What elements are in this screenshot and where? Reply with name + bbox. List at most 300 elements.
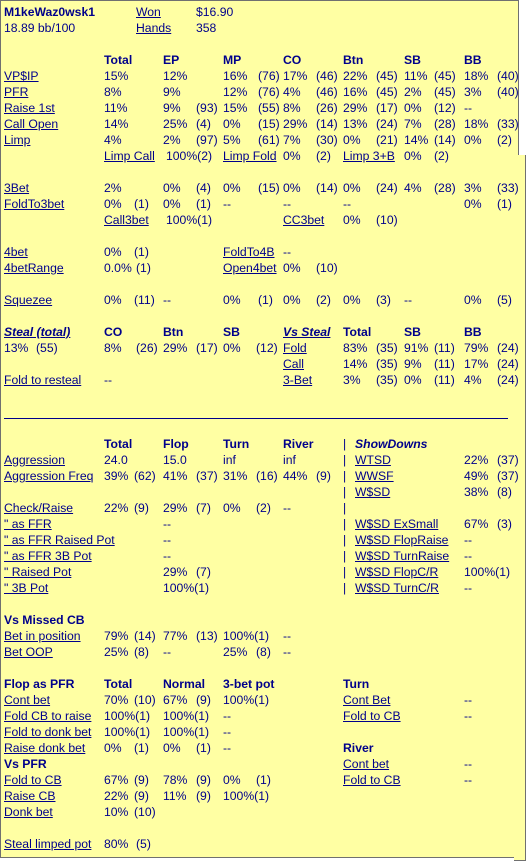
stat-value: -- bbox=[163, 645, 172, 659]
stat-value: (11) bbox=[434, 373, 455, 387]
stat-label[interactable]: VP$IP bbox=[4, 69, 39, 83]
stat-label[interactable]: Raise CB bbox=[4, 789, 56, 803]
stat-value: (76) bbox=[258, 85, 280, 99]
stat-value: 22% bbox=[104, 501, 129, 515]
stat-value: 0% bbox=[464, 293, 482, 307]
stat-value: -- bbox=[464, 101, 473, 115]
stat-value: 8% bbox=[104, 85, 122, 99]
stat-value: 2% bbox=[404, 85, 422, 99]
stat-value: (45) bbox=[434, 85, 456, 99]
stat-value: (45) bbox=[376, 85, 398, 99]
column-header: Total bbox=[104, 53, 133, 67]
column-separator: | bbox=[343, 581, 347, 595]
stat-value: (26) bbox=[316, 101, 338, 115]
stat-label[interactable]: W$SD FlopRaise bbox=[355, 533, 449, 547]
stat-value: 79% bbox=[464, 341, 489, 355]
stat-label[interactable]: W$SD TurnC/R bbox=[355, 581, 439, 595]
stat-value: 100%(1) bbox=[223, 789, 270, 803]
stat-value: -- bbox=[223, 725, 232, 739]
stat-value: 8% bbox=[104, 341, 122, 355]
stat-label[interactable]: Fold to CB bbox=[4, 773, 62, 787]
stat-value: 11% bbox=[404, 69, 428, 83]
stat-value: 3% bbox=[343, 373, 361, 387]
column-separator: | bbox=[343, 469, 347, 483]
stat-value: 91% bbox=[404, 341, 429, 355]
stat-value: 67% bbox=[464, 517, 489, 531]
stat-value: -- bbox=[163, 549, 172, 563]
stat-value: (45) bbox=[434, 69, 456, 83]
column-header: Total bbox=[104, 677, 133, 691]
stat-value: (37) bbox=[497, 469, 519, 483]
stat-value: 10% bbox=[104, 805, 129, 819]
stat-value: (46) bbox=[316, 69, 338, 83]
flop-as-pfr-title: Flop as PFR bbox=[4, 677, 75, 691]
stat-label[interactable]: " as FFR bbox=[4, 517, 52, 531]
stat-value: 67% bbox=[104, 773, 129, 787]
stat-value: 13% bbox=[343, 117, 368, 131]
stat-value: 0% bbox=[223, 293, 241, 307]
column-header: Normal bbox=[163, 677, 205, 691]
stat-value: 100%(1) bbox=[223, 629, 270, 643]
stat-value: 25% bbox=[163, 117, 188, 131]
stat-value: (17) bbox=[376, 101, 398, 115]
stat-value: 0% bbox=[104, 245, 122, 259]
stat-value: 22% bbox=[104, 789, 129, 803]
stat-value: 25% bbox=[223, 645, 248, 659]
stat-label[interactable]: WTSD bbox=[355, 453, 391, 467]
stat-label[interactable]: 4betRange bbox=[4, 261, 64, 275]
stat-value: 29% bbox=[283, 117, 308, 131]
stat-value: (40) bbox=[497, 69, 519, 83]
stat-value: (1) bbox=[134, 197, 149, 211]
stat-value: (28) bbox=[434, 117, 456, 131]
column-header: EP bbox=[163, 53, 180, 67]
stat-label[interactable]: Limp bbox=[4, 133, 31, 147]
stat-value: (8) bbox=[134, 645, 149, 659]
stat-value: (3) bbox=[497, 517, 512, 531]
stat-label[interactable]: Aggression bbox=[4, 453, 65, 467]
stat-value: -- bbox=[464, 581, 473, 595]
stat-value: (5) bbox=[497, 293, 512, 307]
stat-value: 29% bbox=[163, 565, 188, 579]
stat-value: (33) bbox=[497, 181, 519, 195]
river-title: River bbox=[343, 741, 374, 755]
stat-value: 100%(1) bbox=[166, 213, 213, 227]
player-name: M1keWaz0wsk1 bbox=[4, 5, 96, 19]
stat-value: 0% bbox=[104, 197, 122, 211]
stat-value: (76) bbox=[258, 69, 280, 83]
stat-label[interactable]: " as FFR 3B Pot bbox=[4, 549, 92, 563]
vs-missed-cb-title: Vs Missed CB bbox=[4, 613, 85, 627]
stat-label[interactable]: PFR bbox=[4, 85, 29, 99]
column-separator: | bbox=[343, 565, 347, 579]
stat-value: (1) bbox=[497, 197, 512, 211]
column-header: Total bbox=[104, 437, 133, 451]
column-separator: | bbox=[343, 517, 347, 531]
stat-value: (26) bbox=[136, 341, 158, 355]
stat-label[interactable]: Limp Call bbox=[104, 149, 155, 163]
stat-value: 4% bbox=[464, 373, 482, 387]
stat-label[interactable]: Fold to CB bbox=[343, 773, 401, 787]
column-separator: | bbox=[343, 533, 347, 547]
stat-value: -- bbox=[464, 709, 473, 723]
stat-value: (14) bbox=[316, 117, 338, 131]
turn-title: Turn bbox=[343, 677, 370, 691]
stat-value: (9) bbox=[196, 773, 211, 787]
stat-value: (17) bbox=[196, 341, 218, 355]
stat-value: 16% bbox=[223, 69, 248, 83]
stat-value: (12) bbox=[434, 101, 456, 115]
stat-value: (10) bbox=[316, 261, 338, 275]
stat-value: 17% bbox=[283, 69, 308, 83]
won-value: $16.90 bbox=[196, 5, 234, 19]
stat-value: (1) bbox=[134, 741, 149, 755]
stat-label[interactable]: Squezee bbox=[4, 293, 53, 307]
stat-value: 11% bbox=[104, 101, 128, 115]
stat-label[interactable]: W$SD FlopC/R bbox=[355, 565, 439, 579]
stat-value: (11) bbox=[434, 357, 455, 371]
stat-value: 0% bbox=[223, 341, 241, 355]
stat-value: (93) bbox=[196, 101, 218, 115]
stat-value: 5% bbox=[223, 133, 241, 147]
stat-label[interactable]: Cont bet bbox=[4, 693, 51, 707]
stat-value: (9) bbox=[196, 789, 211, 803]
stat-value: 9% bbox=[404, 357, 422, 371]
stat-value: 80% bbox=[104, 837, 129, 851]
column-header: SB bbox=[404, 325, 421, 339]
stat-value: 100%(2) bbox=[166, 149, 213, 163]
stat-value: (12) bbox=[256, 341, 278, 355]
stat-value: 29% bbox=[343, 101, 368, 115]
stat-value: (16) bbox=[256, 469, 278, 483]
stat-value: -- bbox=[223, 741, 232, 755]
stat-label[interactable]: FoldTo4B bbox=[223, 245, 275, 259]
stat-value: -- bbox=[163, 517, 172, 531]
stat-value: (33) bbox=[497, 117, 519, 131]
stat-label[interactable]: Bet OOP bbox=[4, 645, 53, 659]
stat-label[interactable]: Bet in position bbox=[4, 629, 81, 643]
stat-value: -- bbox=[404, 293, 413, 307]
stat-value: (97) bbox=[196, 133, 218, 147]
stat-value: 7% bbox=[283, 133, 301, 147]
stat-value: 0% bbox=[343, 213, 361, 227]
vs-steal-title[interactable]: Vs Steal bbox=[283, 325, 331, 339]
stat-value: -- bbox=[283, 197, 292, 211]
stat-value: (1) bbox=[256, 773, 271, 787]
stat-value: (9) bbox=[134, 789, 149, 803]
stat-value: (61) bbox=[258, 133, 280, 147]
stat-value: (9) bbox=[134, 773, 149, 787]
stat-value: 7% bbox=[404, 117, 422, 131]
stat-value: (35) bbox=[376, 341, 398, 355]
stat-label[interactable]: 3-Bet bbox=[283, 373, 313, 387]
stat-label[interactable]: Fold CB to raise bbox=[4, 709, 92, 723]
stat-value: 0% bbox=[163, 741, 181, 755]
stat-value: 4% bbox=[104, 133, 122, 147]
stat-label[interactable]: Fold to donk bet bbox=[4, 725, 92, 739]
stat-value: (1) bbox=[196, 741, 211, 755]
stat-label[interactable]: " Raised Pot bbox=[4, 565, 72, 579]
stat-value: -- bbox=[464, 549, 473, 563]
stat-value: 31% bbox=[223, 469, 248, 483]
stat-value: (9) bbox=[134, 501, 149, 515]
stat-value: (7) bbox=[196, 501, 211, 515]
column-header: Btn bbox=[343, 53, 364, 67]
stat-value: (37) bbox=[196, 469, 218, 483]
stat-value: 100%(1) bbox=[464, 565, 511, 579]
stat-value: 0% bbox=[343, 133, 361, 147]
won-label[interactable]: Won bbox=[136, 5, 161, 19]
stat-value: (2) bbox=[316, 293, 331, 307]
stat-label[interactable]: Limp 3+B bbox=[343, 149, 395, 163]
stat-value: 4% bbox=[404, 181, 422, 195]
stat-value: 16% bbox=[343, 85, 368, 99]
stat-value: -- bbox=[104, 373, 113, 387]
column-separator: | bbox=[343, 549, 347, 563]
stat-value: 14% bbox=[404, 133, 429, 147]
column-header: River bbox=[283, 437, 314, 451]
stat-value: -- bbox=[283, 629, 292, 643]
stat-value: (14) bbox=[134, 629, 156, 643]
stat-value: 18% bbox=[464, 69, 489, 83]
stat-value: 15% bbox=[104, 69, 129, 83]
stat-value: 8% bbox=[283, 101, 301, 115]
column-separator: | bbox=[343, 501, 347, 515]
column-header: 3-bet pot bbox=[223, 677, 275, 691]
stat-value: (45) bbox=[376, 69, 398, 83]
stat-value: (2) bbox=[256, 501, 271, 515]
stat-value: (4) bbox=[196, 117, 211, 131]
stat-value: 0% bbox=[404, 101, 422, 115]
vs-pfr-title: Vs PFR bbox=[4, 757, 47, 771]
stat-value: (14) bbox=[316, 181, 338, 195]
stat-value: (30) bbox=[316, 133, 338, 147]
stat-value: 29% bbox=[163, 341, 188, 355]
stat-value: 9% bbox=[163, 85, 181, 99]
stat-value: (1) bbox=[134, 245, 149, 259]
stat-value: inf bbox=[283, 453, 296, 467]
stat-label[interactable]: Cont bet bbox=[343, 757, 390, 771]
bb-per-100: 18.89 bb/100 bbox=[4, 21, 76, 35]
stat-value: (8) bbox=[256, 645, 271, 659]
stat-label[interactable]: Check/Raise bbox=[4, 501, 74, 515]
stat-value: (46) bbox=[316, 85, 338, 99]
stat-value: (2) bbox=[497, 133, 512, 147]
stat-value: 41% bbox=[163, 469, 188, 483]
stat-label[interactable]: " 3B Pot bbox=[4, 581, 49, 595]
stat-value: 17% bbox=[464, 357, 489, 371]
stat-value: 100%(1) bbox=[163, 709, 210, 723]
stat-label[interactable]: 3Bet bbox=[4, 181, 30, 195]
column-header: Turn bbox=[223, 437, 250, 451]
stat-value: 24.0 bbox=[104, 453, 128, 467]
stat-value: (21) bbox=[376, 133, 398, 147]
stat-value: (1) bbox=[196, 197, 211, 211]
stat-value: 0% bbox=[404, 149, 422, 163]
stat-value: 100%(1) bbox=[223, 693, 270, 707]
stat-value: (24) bbox=[376, 117, 398, 131]
stat-value: -- bbox=[464, 773, 473, 787]
stat-value: (10) bbox=[134, 693, 156, 707]
stat-value: (10) bbox=[134, 805, 156, 819]
stat-value: -- bbox=[343, 197, 352, 211]
stat-value: 15.0 bbox=[163, 453, 187, 467]
stat-label[interactable]: Donk bet bbox=[4, 805, 53, 819]
column-header: Btn bbox=[163, 325, 184, 339]
stat-value: (28) bbox=[434, 181, 456, 195]
stat-value: (24) bbox=[497, 357, 519, 371]
hands-value: 358 bbox=[196, 21, 217, 35]
stat-value: (5) bbox=[136, 837, 151, 851]
stat-value: 15% bbox=[223, 101, 248, 115]
stat-value: (1) bbox=[258, 293, 273, 307]
column-separator: | bbox=[343, 485, 347, 499]
column-separator: | bbox=[343, 453, 347, 467]
stat-value: (2) bbox=[434, 149, 449, 163]
stat-label[interactable]: Steal limped pot bbox=[4, 837, 92, 851]
stat-value: 0% bbox=[404, 373, 422, 387]
stat-value: 67% bbox=[163, 693, 188, 707]
section-divider bbox=[4, 418, 508, 419]
showdowns-title: ShowDowns bbox=[355, 437, 428, 451]
stat-value: 0% bbox=[223, 773, 241, 787]
stat-value: 4% bbox=[283, 85, 301, 99]
stat-value: 13% bbox=[4, 341, 29, 355]
stat-value: -- bbox=[163, 533, 172, 547]
stat-label[interactable]: Cont Bet bbox=[343, 693, 391, 707]
stat-value: 29% bbox=[163, 501, 188, 515]
stat-value: (2) bbox=[316, 149, 331, 163]
column-header: CO bbox=[283, 53, 302, 67]
stat-value: -- bbox=[223, 709, 232, 723]
stat-value: -- bbox=[223, 197, 232, 211]
stat-label[interactable]: Fold to CB bbox=[343, 709, 401, 723]
stat-value: (10) bbox=[376, 213, 398, 227]
stat-label[interactable]: Call Open bbox=[4, 117, 59, 131]
column-header: BB bbox=[464, 53, 482, 67]
column-header: Total bbox=[343, 325, 372, 339]
stat-value: 77% bbox=[163, 629, 188, 643]
stat-label[interactable]: Raise donk bet bbox=[4, 741, 86, 755]
stat-value: (9) bbox=[196, 693, 211, 707]
stat-value: 78% bbox=[163, 773, 188, 787]
stat-value: 0% bbox=[283, 261, 301, 275]
stat-label[interactable]: Fold bbox=[283, 341, 307, 355]
stat-value: (3) bbox=[376, 293, 391, 307]
stat-value: 0% bbox=[104, 741, 122, 755]
stat-value: 2% bbox=[104, 181, 122, 195]
stat-label[interactable]: Limp Fold bbox=[223, 149, 277, 163]
stat-label[interactable]: Open4bet bbox=[223, 261, 277, 275]
stat-value: inf bbox=[223, 453, 236, 467]
stat-value: (14) bbox=[434, 133, 456, 147]
stat-value: -- bbox=[464, 757, 473, 771]
stat-label[interactable]: Call bbox=[283, 357, 304, 371]
stat-value: (11) bbox=[434, 341, 455, 355]
stat-label[interactable]: W$SD bbox=[355, 485, 391, 499]
stat-value: 0% bbox=[283, 293, 301, 307]
stat-value: 0% bbox=[223, 181, 241, 195]
stat-value: 11% bbox=[163, 789, 187, 803]
steal-total-title[interactable]: Steal (total) bbox=[4, 325, 71, 339]
stat-value: 22% bbox=[464, 453, 489, 467]
stat-value: (1) bbox=[136, 261, 151, 275]
stat-value: 70% bbox=[104, 693, 129, 707]
stat-value: 18% bbox=[464, 117, 489, 131]
stat-label[interactable]: WWSF bbox=[355, 469, 394, 483]
stat-value: -- bbox=[283, 645, 292, 659]
stat-value: 79% bbox=[104, 629, 129, 643]
stat-value: -- bbox=[163, 293, 172, 307]
stat-label[interactable]: CC3bet bbox=[283, 213, 325, 227]
stat-value: 3% bbox=[464, 85, 482, 99]
stat-value: (55) bbox=[258, 101, 280, 115]
column-header: CO bbox=[104, 325, 123, 339]
stat-value: 0.0% bbox=[104, 261, 132, 275]
stat-value: (9) bbox=[316, 469, 331, 483]
stat-label[interactable]: Call3bet bbox=[104, 213, 149, 227]
stat-value: 0% bbox=[223, 501, 241, 515]
column-header: BB bbox=[464, 325, 482, 339]
column-header: SB bbox=[404, 53, 421, 67]
stat-value: (35) bbox=[376, 373, 398, 387]
stat-value: (35) bbox=[376, 357, 398, 371]
stat-value: 38% bbox=[464, 485, 489, 499]
stat-label[interactable]: FoldTo3bet bbox=[4, 197, 65, 211]
stat-value: 39% bbox=[104, 469, 129, 483]
stat-value: 9% bbox=[163, 101, 181, 115]
stat-label[interactable]: W$SD ExSmall bbox=[355, 517, 439, 531]
column-separator: | bbox=[343, 437, 347, 451]
stat-value: 0% bbox=[163, 181, 181, 195]
stat-value: 14% bbox=[343, 357, 368, 371]
stat-label[interactable]: " as FFR Raised Pot bbox=[4, 533, 115, 547]
stat-value: 0% bbox=[464, 133, 482, 147]
stat-value: 14% bbox=[104, 117, 129, 131]
stat-value: (15) bbox=[258, 117, 280, 131]
stat-value: 0% bbox=[283, 149, 301, 163]
stat-value: 44% bbox=[283, 469, 308, 483]
stat-label[interactable]: 4bet bbox=[4, 245, 28, 259]
column-header: SB bbox=[223, 325, 240, 339]
stat-label[interactable]: Fold to resteal bbox=[4, 373, 82, 387]
stat-value: 0% bbox=[163, 197, 181, 211]
stat-value: 0% bbox=[283, 181, 301, 195]
stat-value: (37) bbox=[497, 453, 519, 467]
stat-value: -- bbox=[464, 693, 473, 707]
stat-value: (24) bbox=[376, 181, 398, 195]
stat-value: 83% bbox=[343, 341, 368, 355]
stat-label[interactable]: Aggression Freq bbox=[4, 469, 94, 483]
stat-value: (40) bbox=[497, 85, 519, 99]
column-header: MP bbox=[223, 53, 242, 67]
stat-value: 0% bbox=[223, 117, 241, 131]
stat-value: 22% bbox=[343, 69, 368, 83]
stat-value: 12% bbox=[223, 85, 248, 99]
stat-value: 0% bbox=[464, 197, 482, 211]
stat-value: 3% bbox=[464, 181, 482, 195]
column-header: Flop bbox=[163, 437, 189, 451]
stat-value: 2% bbox=[163, 133, 181, 147]
stat-value: 0% bbox=[343, 181, 361, 195]
stat-label[interactable]: Raise 1st bbox=[4, 101, 55, 115]
stat-value: 0% bbox=[343, 293, 361, 307]
hud-popup-shadow bbox=[514, 155, 526, 861]
stat-value: (24) bbox=[497, 341, 519, 355]
stat-label[interactable]: W$SD TurnRaise bbox=[355, 549, 450, 563]
hands-label[interactable]: Hands bbox=[136, 21, 172, 35]
stat-value: (15) bbox=[258, 181, 280, 195]
